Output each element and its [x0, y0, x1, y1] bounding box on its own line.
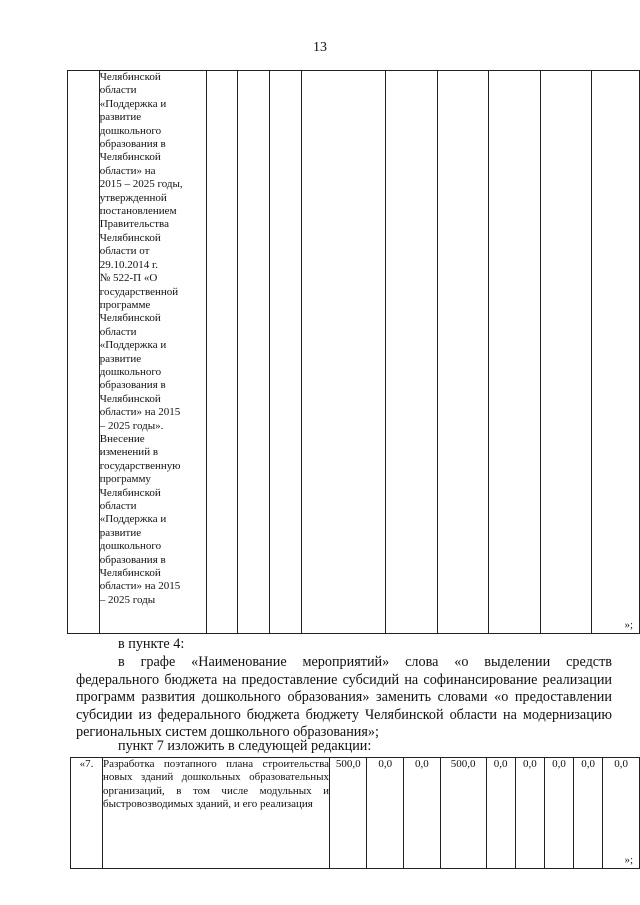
table-cell [592, 71, 640, 634]
table-cell [269, 71, 301, 634]
value-cell-last [603, 758, 640, 869]
value-cell: 0,0 [574, 758, 603, 869]
closing-quote: »; [624, 619, 633, 631]
paragraph-point-4: в пункте 4: [118, 636, 185, 652]
table-row [71, 758, 640, 869]
table-cell [206, 71, 238, 634]
item-number: «7. [71, 758, 103, 869]
paragraph-replacement: в графе «Наименование мероприятий» слова «о выделении средств федерального бюджета на предоставление субсидий на софинансирование реализации программ развития дошкольного образования» заменить словами «о предоставлении субсидии из федерального бюджета бюджету Челябинской области на модернизацию региональных систем дошкольного образования»; [76, 654, 612, 740]
table-cell [540, 71, 592, 634]
value-cell: 0,0 [367, 758, 404, 869]
value-cell: 0,0 [515, 758, 544, 869]
table-cell [68, 71, 100, 634]
event-name-cell: Челябинской области «Поддержка и развитие дошкольного образования в Челябинской области» на 2015 – 2025 годы, утвержденной постановлением Правительства Челябинской области от 29.10.2014 г. № 522-П «О государственной программе Челябинской области «Поддержка и развитие дошкольного образования в Челябинской области» на 2015 – 2025 годы». Внесение изменений в государственную программу Челябинской области «Поддержка и развитие дошкольного образования в Челябинской области» на 2015 – 2025 годы [99, 71, 206, 634]
item-name: Разработка поэтапного плана строительства новых зданий дошкольных образовательных организаций, в том числе модульных и быстровозводимых зданий, и его реализация [102, 758, 329, 869]
paragraph-point-7: пункт 7 изложить в следующей редакции: [118, 738, 372, 754]
closing-quote: »; [624, 854, 633, 866]
bottom-table [70, 757, 640, 869]
value-cell: 500,0 [440, 758, 486, 869]
value-cell: 0,0 [544, 758, 573, 869]
value-cell: 0,0 [404, 758, 441, 869]
table-cell [489, 71, 541, 634]
value-text: 0,0 [614, 758, 628, 770]
table-cell [437, 71, 489, 634]
value-cell: 0,0 [486, 758, 515, 869]
table-cell [238, 71, 270, 634]
table-cell [386, 71, 438, 634]
top-table [67, 70, 640, 634]
page-number: 13 [313, 40, 327, 55]
table-row [68, 71, 640, 634]
table-cell [301, 71, 385, 634]
value-cell: 500,0 [330, 758, 367, 869]
